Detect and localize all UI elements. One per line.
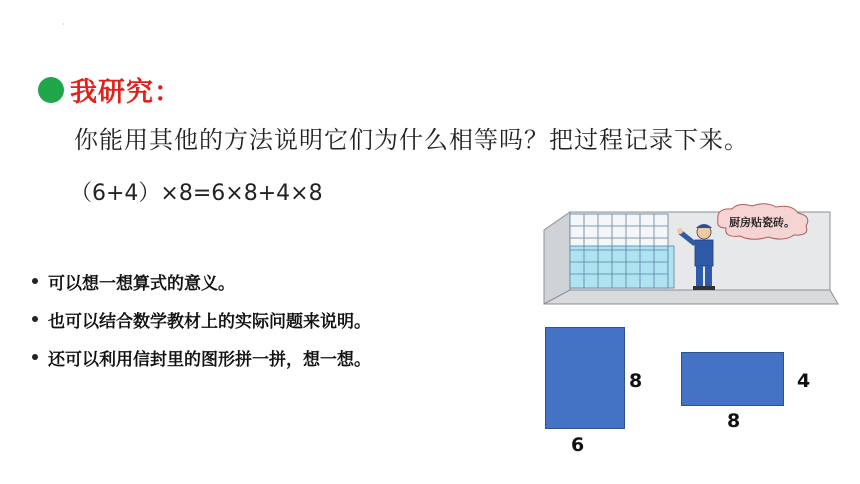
heading-text: 我研究： bbox=[70, 77, 182, 108]
right-rect-width-label: 8 bbox=[727, 410, 741, 432]
green-dot-icon bbox=[38, 77, 64, 103]
hint-text: 还可以利用信封里的图形拼一拼，想一想。 bbox=[48, 349, 371, 370]
bullet-icon bbox=[32, 354, 38, 360]
hint-text: 可以想一想算式的意义。 bbox=[48, 273, 235, 294]
hint-item bbox=[32, 262, 371, 300]
bullet-icon bbox=[32, 278, 38, 284]
right-rect-height-label: 4 bbox=[797, 370, 811, 392]
hint-text: 也可以结合数学教材上的实际问题来说明。 bbox=[48, 311, 371, 332]
tile-grid bbox=[570, 214, 674, 288]
question-text: 你能用其他的方法说明它们为什么相等吗？把过程记录下来。 bbox=[74, 126, 749, 154]
equation-text: （6+4）×8=6×8+4×8 bbox=[70, 181, 323, 206]
left-rect-width-label: 6 bbox=[571, 434, 585, 456]
left-rect-height-label: 8 bbox=[629, 370, 643, 392]
hint-item bbox=[32, 338, 371, 376]
section-heading bbox=[38, 70, 182, 109]
tiling-illustration bbox=[540, 200, 840, 308]
rectangle-8-by-4 bbox=[681, 352, 784, 406]
rectangle-6-by-8 bbox=[545, 327, 625, 429]
bullet-icon bbox=[32, 316, 38, 322]
cloud-caption: 厨房贴瓷砖。 bbox=[729, 216, 795, 229]
hint-list bbox=[32, 262, 371, 376]
hint-item bbox=[32, 300, 371, 338]
corner-dot: · bbox=[62, 20, 65, 29]
